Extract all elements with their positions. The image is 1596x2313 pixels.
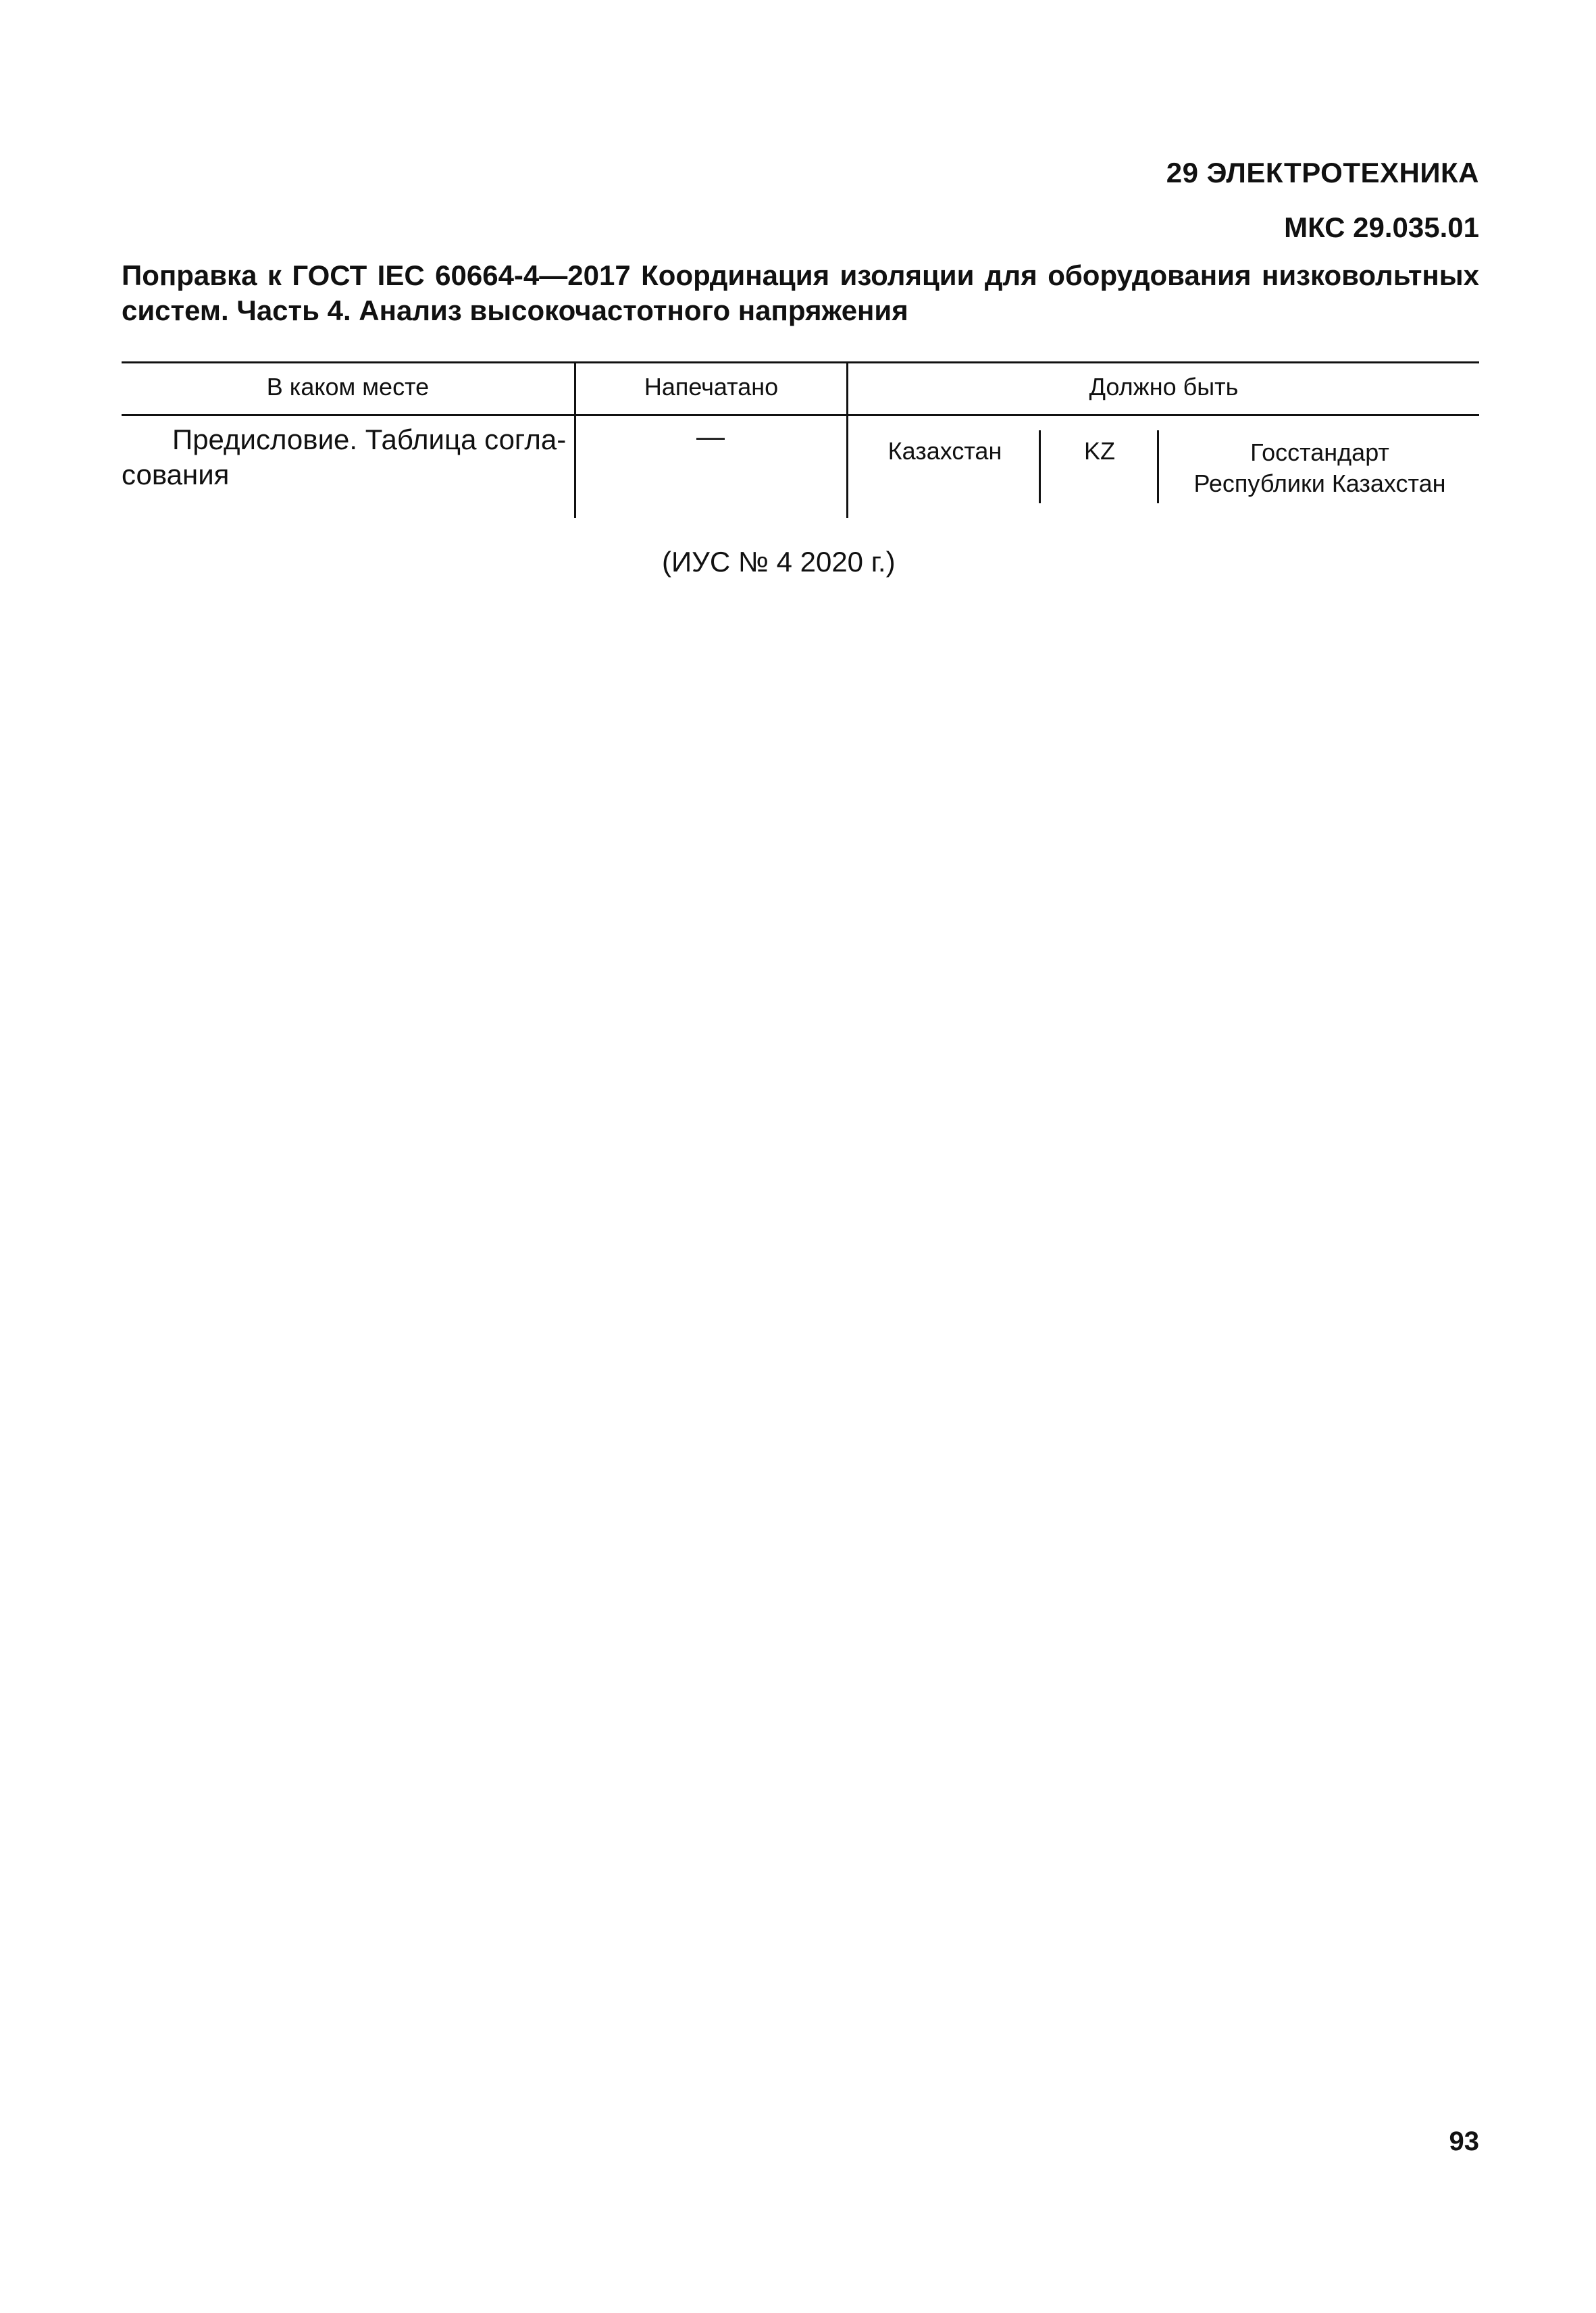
sub-column-divider: [1157, 430, 1159, 503]
document-title: Поправка к ГОСТ IEC 60664-4—2017 Координация изоляции для оборудования низковольтных систем. Часть 4. Анализ высокочастотного напряжения: [122, 259, 1479, 326]
cell-standards-body: [1160, 437, 1479, 499]
header-printed: Напечатано: [644, 373, 779, 401]
issue-reference: (ИУС № 4 2020 г.): [662, 546, 896, 578]
standards-body-line-2: Республики Казахстан: [1193, 469, 1446, 497]
cell-printed: —: [696, 420, 725, 452]
header-place: В каком месте: [266, 373, 430, 401]
page-number: 93: [1449, 2127, 1479, 2156]
section-heading: 29 ЭЛЕКТРОТЕХНИКА: [1166, 157, 1479, 188]
header-should-be: Должно быть: [1089, 373, 1239, 401]
table-header-rule: [122, 414, 1479, 416]
mks-code: МКС 29.035.01: [1284, 211, 1479, 243]
cell-country: Казахстан: [887, 437, 1002, 465]
cell-country-code: KZ: [1083, 437, 1115, 465]
cell-place: Предисловие. Таблица согла- сования: [122, 424, 567, 490]
standards-body-line-1: Госстандарт: [1250, 438, 1389, 466]
table-top-rule: [122, 361, 1479, 363]
